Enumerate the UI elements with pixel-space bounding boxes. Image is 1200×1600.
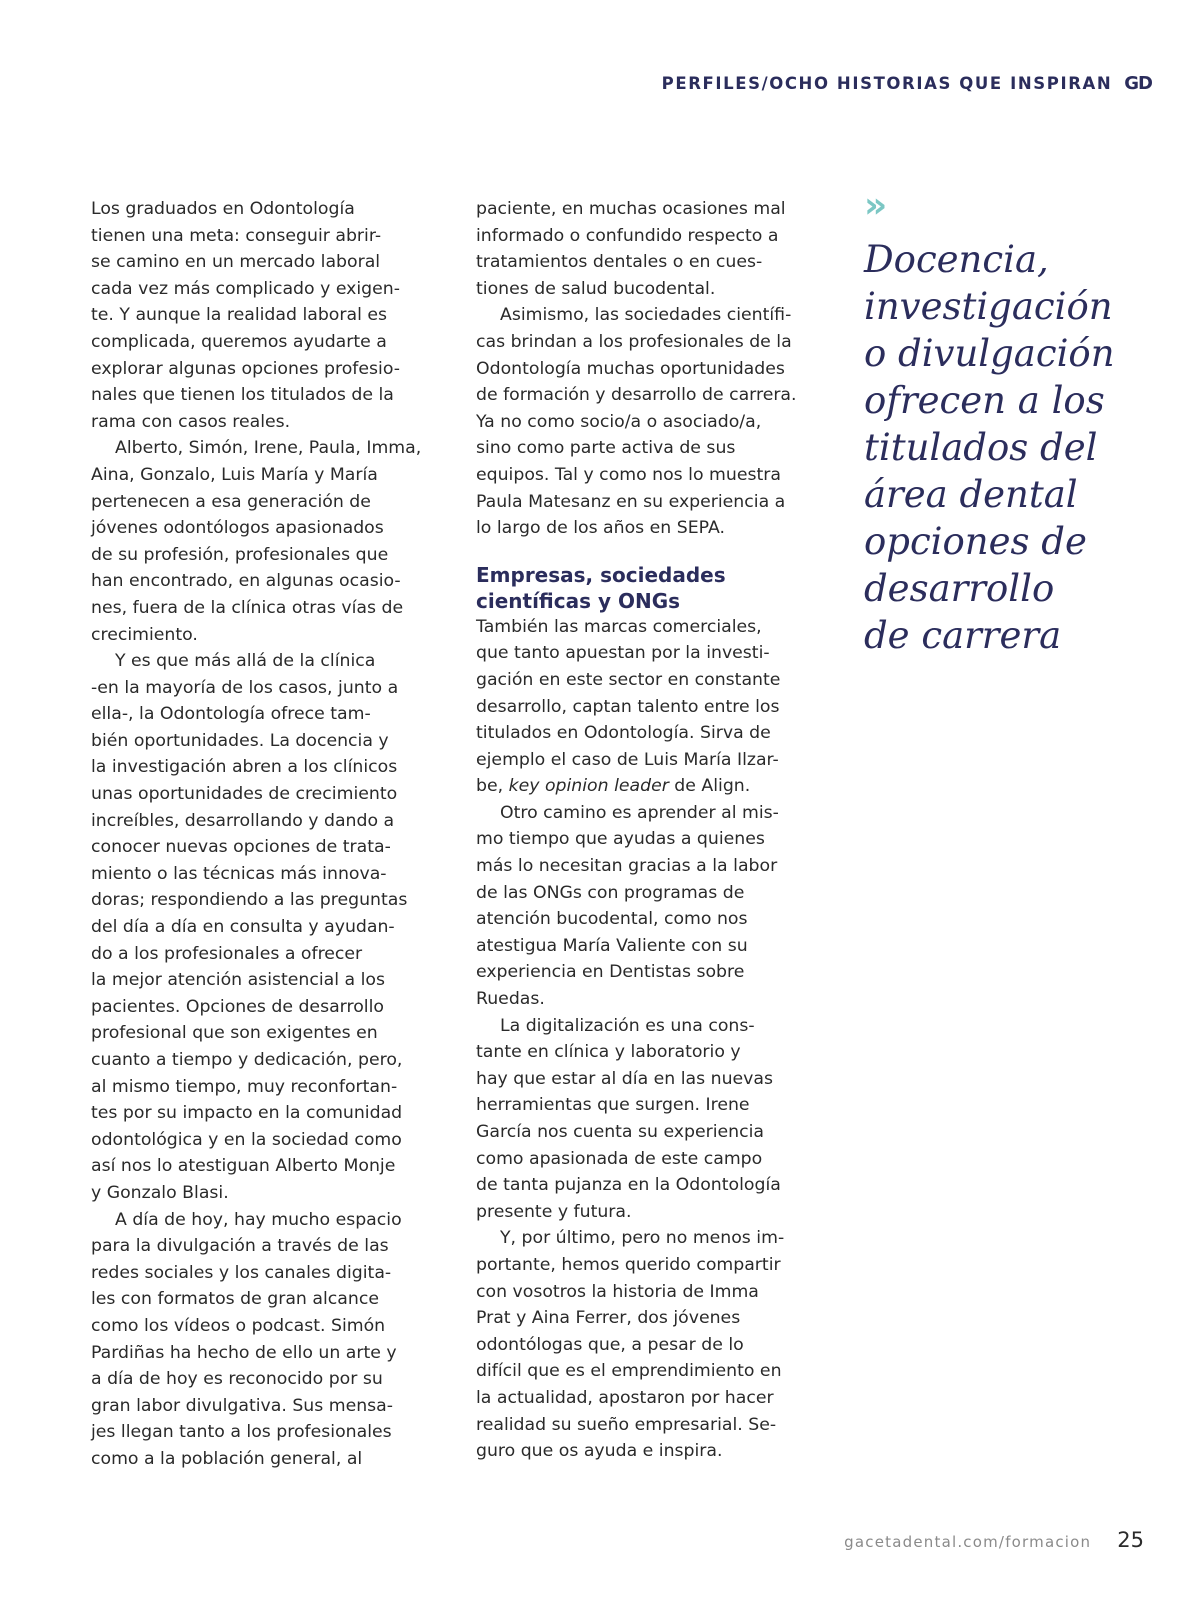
paragraph: A día de hoy, hay mucho espacio para la divulgación a través de las redes sociales y los canales digita- les con formatos de gran alcance como los vídeos o podcast. Simón Pardiñas ha hecho de ello un arte y a día de hoy es reconocido por su gran labor divulgativa. Sus mensa- jes llegan tanto a los profesionales como a la población general, al <box>91 1209 402 1469</box>
paragraph-text: de Align. <box>668 776 751 797</box>
publication-logo: GD <box>1124 73 1152 94</box>
paragraph <box>476 614 814 800</box>
paragraph: paciente, en muchas ocasiones mal informado o confundido respecto a tratamientos dentales o en cues- tiones de salud bucodental. <box>476 199 786 299</box>
pull-quote: Docencia, investigación o divulgación ofrecen a los titulados del área dental opciones de desarrollo de carrera <box>864 238 1115 657</box>
italic-term: key opinion leader <box>508 776 669 797</box>
paragraph: Y, por último, pero no menos im- portante, hemos querido compartir con vosotros la historia de Imma Prat y Aina Ferrer, dos jóvenes odontólogas que, a pesar de lo difícil que es el emprendimiento en la actualidad, apostaron por hacer realidad su sueño empresarial. Se- guro que os ayuda e inspira. <box>476 1228 785 1462</box>
page-number: 25 <box>1117 1528 1144 1552</box>
page-header <box>662 73 1152 94</box>
paragraph: La digitalización es una cons- tante en clínica y laboratorio y hay que estar al día en las nuevas herramientas que surgen. Irene García nos cuenta su experiencia como apasionada de este campo de tanta pujanza en la Odontología presente y futura. <box>476 1015 781 1222</box>
paragraph: Alberto, Simón, Irene, Paula, Imma, Aina, Gonzalo, Luis María y María pertenecen a esa generación de jóvenes odontólogos apasionados de su profesión, profesionales que han encontrado, en algunas ocasio- nes, fuera de la clínica otras vías de crecimiento. <box>91 438 422 645</box>
section-subheading: Empresas, sociedades científicas y ONGs <box>476 562 726 613</box>
paragraph: Y es que más allá de la clínica -en la mayoría de los casos, junto a ella-, la Odontología ofrece tam- bién oportunidades. La docencia y la investigación abren a los clínicos unas oportunidades de crecimiento increíbles, desarrollando y dando a conocer nuevas opciones de trata- miento o las técnicas más innova- doras; respondiendo a las preguntas del día a día en consulta y ayudan- do a los profesionales a ofrecer la mejor atención asistencial a los pacientes. Opciones de desarrollo profesional que son exigentes en cuanto a tiempo y dedicación, pero, al mismo tiempo, muy reconfortan- tes por su impacto en la comunidad odontológica y en la sociedad como así nos lo atestiguan Alberto Monje y Gonzalo Blasi. <box>91 651 408 1203</box>
article-column-1 <box>91 196 431 1473</box>
paragraph: Otro camino es aprender al mis- mo tiempo que ayudas a quienes más lo necesitan gracias a la labor de las ONGs con programas de atención bucodental, como nos atestigua María Valiente con su experiencia en Dentistas sobre Ruedas. <box>476 802 779 1010</box>
paragraph: Asimismo, las sociedades científi- cas brindan a los profesionales de la Odontología muchas oportunidades de formación y desarrollo de carrera. Ya no como socio/a o asociado/a, sino como parte activa de sus equipos. Tal y como nos lo muestra Paula Matesanz en su experiencia a lo largo de los años en SEPA. <box>476 305 797 539</box>
website-url: gacetadental.com/formacion <box>844 1533 1092 1551</box>
paragraph-text: También las marcas comerciales, que tanto apuestan por la investi- gación en este sector en constante desarrollo, captan talento entre los titulados en Odontología. Sirva de ejemplo el caso de Luis María Ilzar- be, <box>476 616 781 797</box>
article-column-2 <box>476 196 814 1465</box>
section-title: PERFILES/OCHO HISTORIAS QUE INSPIRAN <box>661 74 1113 93</box>
paragraph: Los graduados en Odontología tienen una meta: conseguir abrir- se camino en un mercado laboral cada vez más complicado y exigen- te. Y aunque la realidad laboral es complicada, queremos ayudarte a explorar algunas opciones profesio- nales que tienen los titulados de la rama con casos reales. <box>91 199 400 432</box>
quote-chevron-icon: » <box>864 185 888 226</box>
page-footer <box>844 1528 1144 1552</box>
